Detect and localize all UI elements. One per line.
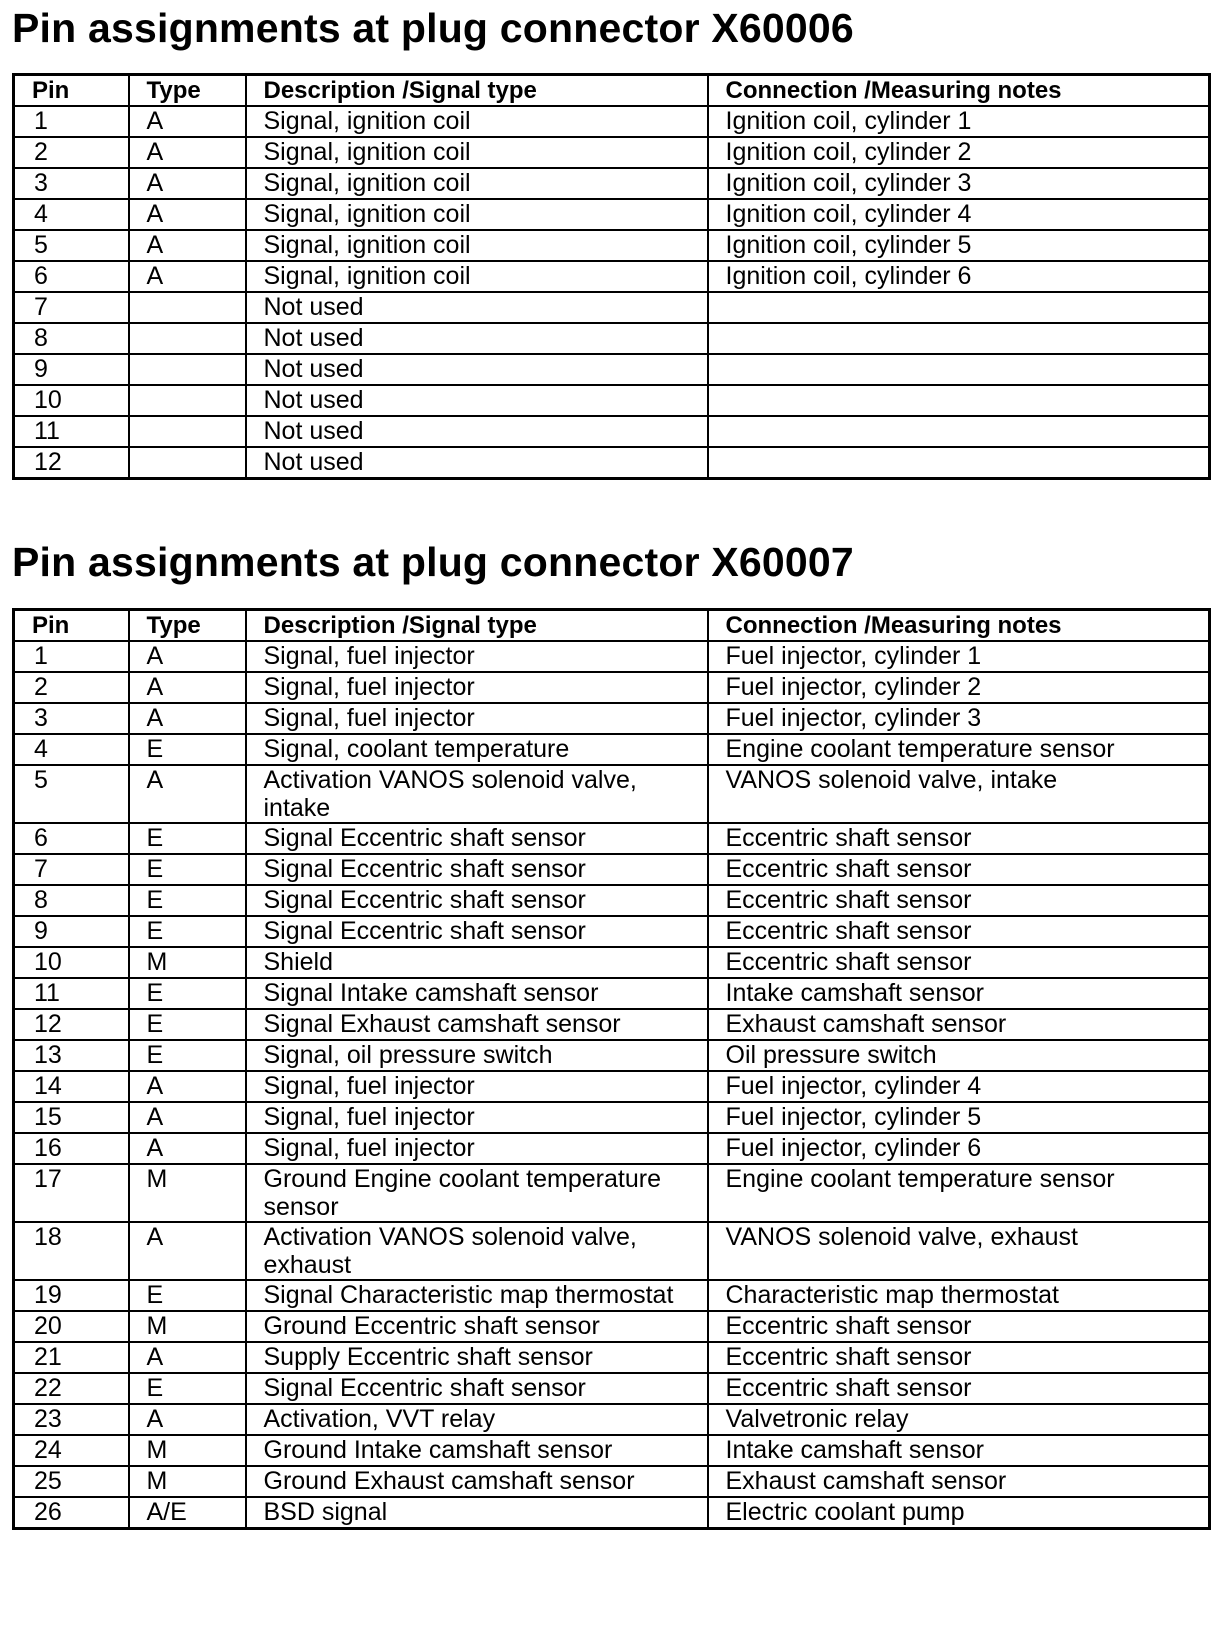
pin-cell: 22 xyxy=(14,1373,129,1404)
description-cell: Signal Eccentric shaft sensor xyxy=(246,823,708,854)
connection-cell xyxy=(708,354,1210,385)
type-cell: M xyxy=(129,1164,246,1222)
connection-cell: Eccentric shaft sensor xyxy=(708,947,1210,978)
connection-cell: Eccentric shaft sensor xyxy=(708,823,1210,854)
type-cell: A xyxy=(129,137,246,168)
pin-cell: 12 xyxy=(14,1009,129,1040)
pin-cell: 1 xyxy=(14,641,129,672)
table-row xyxy=(14,978,1210,1009)
table-row xyxy=(14,416,1210,447)
description-cell: Not used xyxy=(246,447,708,479)
table-row xyxy=(14,323,1210,354)
pin-cell: 17 xyxy=(14,1164,129,1222)
pin-cell: 24 xyxy=(14,1435,129,1466)
type-cell xyxy=(129,385,246,416)
header-pin: Pin xyxy=(14,610,129,642)
table-row xyxy=(14,1280,1210,1311)
description-cell: Ground Exhaust camshaft sensor xyxy=(246,1466,708,1497)
header-connection: Connection /Measuring notes xyxy=(708,75,1210,107)
description-cell: Signal Intake camshaft sensor xyxy=(246,978,708,1009)
table-row xyxy=(14,199,1210,230)
type-cell: A/E xyxy=(129,1497,246,1529)
pin-cell: 2 xyxy=(14,137,129,168)
table-row xyxy=(14,385,1210,416)
pin-cell: 10 xyxy=(14,385,129,416)
pin-cell: 7 xyxy=(14,854,129,885)
description-cell: Not used xyxy=(246,292,708,323)
description-cell: Ground Eccentric shaft sensor xyxy=(246,1311,708,1342)
header-pin: Pin xyxy=(14,75,129,107)
table-row xyxy=(14,734,1210,765)
table-row xyxy=(14,106,1210,137)
type-cell xyxy=(129,416,246,447)
type-cell: A xyxy=(129,168,246,199)
type-cell: M xyxy=(129,1466,246,1497)
table-row xyxy=(14,447,1210,479)
connection-cell: Engine coolant temperature sensor xyxy=(708,734,1210,765)
pin-cell: 9 xyxy=(14,354,129,385)
connection-cell: Exhaust camshaft sensor xyxy=(708,1009,1210,1040)
connection-cell: VANOS solenoid valve, intake xyxy=(708,765,1210,823)
description-cell: Activation VANOS solenoid valve, exhaust xyxy=(246,1222,708,1280)
type-cell: A xyxy=(129,672,246,703)
table-row xyxy=(14,230,1210,261)
table-row xyxy=(14,672,1210,703)
description-cell: Ground Engine coolant temperature sensor xyxy=(246,1164,708,1222)
connection-cell: Intake camshaft sensor xyxy=(708,1435,1210,1466)
description-cell: Ground Intake camshaft sensor xyxy=(246,1435,708,1466)
description-cell: Signal, fuel injector xyxy=(246,1133,708,1164)
table-row xyxy=(14,823,1210,854)
description-cell: Not used xyxy=(246,323,708,354)
description-cell: Activation VANOS solenoid valve, intake xyxy=(246,765,708,823)
connection-cell: Electric coolant pump xyxy=(708,1497,1210,1529)
description-cell: Signal, fuel injector xyxy=(246,672,708,703)
table-row xyxy=(14,1466,1210,1497)
type-cell: A xyxy=(129,1222,246,1280)
type-cell: E xyxy=(129,885,246,916)
type-cell: A xyxy=(129,641,246,672)
description-cell: Signal, ignition coil xyxy=(246,106,708,137)
type-cell: E xyxy=(129,854,246,885)
type-cell: M xyxy=(129,1435,246,1466)
connection-cell: Oil pressure switch xyxy=(708,1040,1210,1071)
pin-cell: 20 xyxy=(14,1311,129,1342)
connection-cell: Eccentric shaft sensor xyxy=(708,854,1210,885)
type-cell: A xyxy=(129,703,246,734)
type-cell: A xyxy=(129,261,246,292)
pin-cell: 5 xyxy=(14,765,129,823)
description-cell: Not used xyxy=(246,354,708,385)
pin-cell: 11 xyxy=(14,978,129,1009)
type-cell: M xyxy=(129,947,246,978)
pin-table-x60006 xyxy=(12,73,1211,480)
table-row xyxy=(14,168,1210,199)
connection-cell: Valvetronic relay xyxy=(708,1404,1210,1435)
description-cell: Shield xyxy=(246,947,708,978)
type-cell: E xyxy=(129,734,246,765)
connection-cell xyxy=(708,416,1210,447)
pin-cell: 13 xyxy=(14,1040,129,1071)
pin-cell: 12 xyxy=(14,447,129,479)
table-row xyxy=(14,1071,1210,1102)
pin-cell: 10 xyxy=(14,947,129,978)
table-row xyxy=(14,916,1210,947)
table-row xyxy=(14,137,1210,168)
type-cell: A xyxy=(129,230,246,261)
type-cell xyxy=(129,354,246,385)
table-row xyxy=(14,1133,1210,1164)
pin-cell: 18 xyxy=(14,1222,129,1280)
table-header-row xyxy=(14,75,1210,107)
description-cell: Supply Eccentric shaft sensor xyxy=(246,1342,708,1373)
table-row xyxy=(14,1009,1210,1040)
table-row xyxy=(14,765,1210,823)
type-cell: E xyxy=(129,1040,246,1071)
description-cell: Signal, oil pressure switch xyxy=(246,1040,708,1071)
description-cell: Signal Exhaust camshaft sensor xyxy=(246,1009,708,1040)
type-cell: E xyxy=(129,978,246,1009)
type-cell: A xyxy=(129,1102,246,1133)
table-row xyxy=(14,641,1210,672)
table-row xyxy=(14,1497,1210,1529)
description-cell: Not used xyxy=(246,416,708,447)
connection-cell: Ignition coil, cylinder 2 xyxy=(708,137,1210,168)
section-title-x60006: Pin assignments at plug connector X60006 xyxy=(12,5,854,51)
description-cell: Signal, coolant temperature xyxy=(246,734,708,765)
connection-cell: Eccentric shaft sensor xyxy=(708,885,1210,916)
header-description: Description /Signal type xyxy=(246,75,708,107)
connection-cell: Eccentric shaft sensor xyxy=(708,1373,1210,1404)
description-cell: Signal, ignition coil xyxy=(246,168,708,199)
connection-cell: Fuel injector, cylinder 4 xyxy=(708,1071,1210,1102)
pin-cell: 7 xyxy=(14,292,129,323)
header-description: Description /Signal type xyxy=(246,610,708,642)
type-cell: A xyxy=(129,1071,246,1102)
connection-cell xyxy=(708,447,1210,479)
table-row xyxy=(14,1342,1210,1373)
connection-cell: Engine coolant temperature sensor xyxy=(708,1164,1210,1222)
pin-cell: 14 xyxy=(14,1071,129,1102)
type-cell: A xyxy=(129,1404,246,1435)
table-row xyxy=(14,1373,1210,1404)
pin-cell: 21 xyxy=(14,1342,129,1373)
pin-table-x60007 xyxy=(12,608,1211,1530)
type-cell: E xyxy=(129,823,246,854)
table-row xyxy=(14,1435,1210,1466)
pin-cell: 1 xyxy=(14,106,129,137)
table-row xyxy=(14,261,1210,292)
type-cell: E xyxy=(129,1009,246,1040)
description-cell: BSD signal xyxy=(246,1497,708,1529)
description-cell: Signal Characteristic map thermostat xyxy=(246,1280,708,1311)
pin-cell: 25 xyxy=(14,1466,129,1497)
pin-cell: 4 xyxy=(14,734,129,765)
description-cell: Signal Eccentric shaft sensor xyxy=(246,1373,708,1404)
connection-cell: Ignition coil, cylinder 6 xyxy=(708,261,1210,292)
pin-cell: 5 xyxy=(14,230,129,261)
description-cell: Signal, fuel injector xyxy=(246,703,708,734)
connection-cell: Ignition coil, cylinder 3 xyxy=(708,168,1210,199)
table-row xyxy=(14,703,1210,734)
pin-cell: 16 xyxy=(14,1133,129,1164)
pin-cell: 19 xyxy=(14,1280,129,1311)
section-title-x60007: Pin assignments at plug connector X60007 xyxy=(12,539,854,585)
description-cell: Activation, VVT relay xyxy=(246,1404,708,1435)
connection-cell: Exhaust camshaft sensor xyxy=(708,1466,1210,1497)
description-cell: Signal, ignition coil xyxy=(246,137,708,168)
table-row xyxy=(14,1404,1210,1435)
connection-cell xyxy=(708,323,1210,354)
table-row xyxy=(14,1222,1210,1280)
type-cell: A xyxy=(129,1342,246,1373)
type-cell xyxy=(129,447,246,479)
header-type: Type xyxy=(129,75,246,107)
type-cell: M xyxy=(129,1311,246,1342)
pin-cell: 3 xyxy=(14,703,129,734)
connection-cell: Eccentric shaft sensor xyxy=(708,916,1210,947)
connection-cell: Fuel injector, cylinder 5 xyxy=(708,1102,1210,1133)
connection-cell: Fuel injector, cylinder 2 xyxy=(708,672,1210,703)
pin-cell: 9 xyxy=(14,916,129,947)
header-connection: Connection /Measuring notes xyxy=(708,610,1210,642)
connection-cell: Characteristic map thermostat xyxy=(708,1280,1210,1311)
connection-cell: Intake camshaft sensor xyxy=(708,978,1210,1009)
pin-cell: 2 xyxy=(14,672,129,703)
description-cell: Signal, ignition coil xyxy=(246,261,708,292)
connection-cell: VANOS solenoid valve, exhaust xyxy=(708,1222,1210,1280)
pin-cell: 6 xyxy=(14,823,129,854)
description-cell: Signal, fuel injector xyxy=(246,641,708,672)
connection-cell: Fuel injector, cylinder 6 xyxy=(708,1133,1210,1164)
connection-cell xyxy=(708,292,1210,323)
connection-cell: Fuel injector, cylinder 3 xyxy=(708,703,1210,734)
type-cell xyxy=(129,323,246,354)
type-cell: E xyxy=(129,1280,246,1311)
type-cell: A xyxy=(129,199,246,230)
connection-cell: Ignition coil, cylinder 4 xyxy=(708,199,1210,230)
connection-cell: Eccentric shaft sensor xyxy=(708,1342,1210,1373)
connection-cell xyxy=(708,385,1210,416)
pin-cell: 23 xyxy=(14,1404,129,1435)
description-cell: Signal Eccentric shaft sensor xyxy=(246,885,708,916)
connection-cell: Ignition coil, cylinder 1 xyxy=(708,106,1210,137)
description-cell: Signal, fuel injector xyxy=(246,1102,708,1133)
pin-cell: 6 xyxy=(14,261,129,292)
type-cell xyxy=(129,292,246,323)
table-row xyxy=(14,1040,1210,1071)
table-row xyxy=(14,354,1210,385)
pin-cell: 3 xyxy=(14,168,129,199)
type-cell: A xyxy=(129,1133,246,1164)
table-row xyxy=(14,1311,1210,1342)
type-cell: A xyxy=(129,106,246,137)
pin-cell: 8 xyxy=(14,323,129,354)
pin-cell: 26 xyxy=(14,1497,129,1529)
description-cell: Signal, ignition coil xyxy=(246,230,708,261)
connection-cell: Eccentric shaft sensor xyxy=(708,1311,1210,1342)
table-header-row xyxy=(14,610,1210,642)
pin-cell: 8 xyxy=(14,885,129,916)
type-cell: E xyxy=(129,1373,246,1404)
table-row xyxy=(14,1102,1210,1133)
pin-cell: 11 xyxy=(14,416,129,447)
type-cell: A xyxy=(129,765,246,823)
header-type: Type xyxy=(129,610,246,642)
table-row xyxy=(14,854,1210,885)
connection-cell: Ignition coil, cylinder 5 xyxy=(708,230,1210,261)
description-cell: Signal, fuel injector xyxy=(246,1071,708,1102)
description-cell: Not used xyxy=(246,385,708,416)
table-row xyxy=(14,947,1210,978)
description-cell: Signal Eccentric shaft sensor xyxy=(246,916,708,947)
type-cell: E xyxy=(129,916,246,947)
table-row xyxy=(14,292,1210,323)
pin-cell: 15 xyxy=(14,1102,129,1133)
table-row xyxy=(14,885,1210,916)
table-row xyxy=(14,1164,1210,1222)
description-cell: Signal, ignition coil xyxy=(246,199,708,230)
description-cell: Signal Eccentric shaft sensor xyxy=(246,854,708,885)
pin-cell: 4 xyxy=(14,199,129,230)
connection-cell: Fuel injector, cylinder 1 xyxy=(708,641,1210,672)
